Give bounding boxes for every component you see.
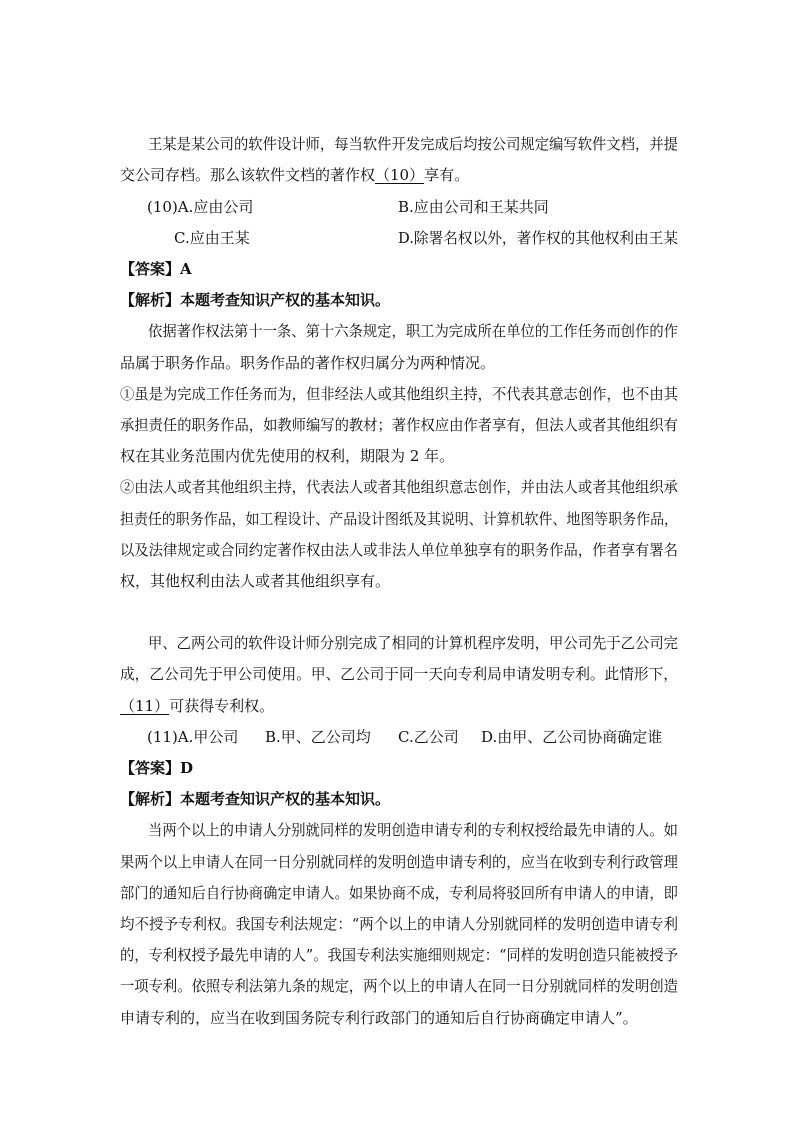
- q11-analysis-p7: 申请专利的，应当在收到国务院专利行政部门的通知后自行协商确定申请人”。: [120, 1009, 638, 1027]
- q10-stem-line-2: [120, 165, 469, 185]
- q10-analysis-label: 【解析】: [120, 291, 181, 309]
- q10-answer-label: 【答案】: [120, 260, 181, 278]
- q11-stem-post: 可获得专利权。: [169, 697, 275, 715]
- q10-analysis-p8: 以及法律规定或合同约定著作权由法人或非法人单位单独享有的职务作品，作者享有署名: [120, 541, 678, 559]
- q10-answer: [120, 259, 192, 279]
- q10-analysis-head: 本题考查知识产权的基本知识。: [180, 291, 391, 309]
- q11-option-a: (11)A.甲公司: [147, 728, 239, 746]
- q10-blank: （10）: [375, 166, 425, 184]
- q11-analysis-label: 【解析】: [120, 790, 181, 808]
- q11-blank: （11）: [120, 697, 170, 715]
- q10-stem-line-1: 王某是某公司的软件设计师，每当软件开发完成后均按公司规定编写软件文档，并提: [148, 135, 678, 153]
- q11-analysis-p6: 一项专利。依照专利法第九条的规定，两个以上的申请人在同一日分别就同样的发明创造: [120, 977, 678, 995]
- q10-stem-post: 享有。: [424, 166, 470, 184]
- q10-analysis-p5: 权在其业务范围内优先使用的权利，期限为 2 年。: [120, 447, 455, 465]
- q10-analysis-p4: 承担责任的职务作品，如教师编写的教材；著作权应由作者享有，但法人或者其他组织有: [120, 416, 678, 434]
- q10-option-a: (10)A.应由公司: [147, 198, 254, 216]
- q11-analysis-heading: [120, 789, 390, 809]
- q10-analysis-heading: [120, 290, 390, 310]
- q10-analysis-p9: 权，其他权利由法人或者其他组织享有。: [120, 572, 391, 590]
- q10-stem-pre: 交公司存档。那么该软件文档的著作权: [120, 166, 376, 184]
- q10-analysis-p1: 依据著作权法第十一条、第十六条规定，职工为完成所在单位的工作任务而创作的作: [148, 322, 678, 340]
- q10-option-b: B.应由公司和王某共同: [398, 198, 549, 216]
- q10-analysis-p7: 担责任的职务作品，如工程设计、产品设计图纸及其说明、计算机软件、地图等职务作品，: [120, 510, 679, 528]
- q11-option-d: D.由甲、乙公司协商确定谁: [481, 728, 663, 746]
- q10-option-d: D.除署名权以外，著作权的其他权利由王某: [398, 229, 678, 247]
- q10-analysis-p6: ②由法人或者其他组织主持，代表法人或者其他组织意志创作，并由法人或者其他组织承: [120, 478, 678, 496]
- q11-analysis-p4: 均不授予专利权。我国专利法规定：“两个以上的申请人分别就同样的发明创造申请专利: [120, 915, 678, 933]
- q11-stem-line-1: 甲、乙两公司的软件设计师分别完成了相同的计算机程序发明，甲公司先于乙公司完: [148, 634, 678, 652]
- q10-option-c: C.应由王某: [174, 229, 250, 247]
- q10-analysis-p2: 品属于职务作品。职务作品的著作权归属分为两种情况。: [120, 354, 496, 372]
- q11-analysis-p3: 部门的通知后自行协商确定申请人。如果协商不成，专利局将驳回所有申请人的申请，即: [120, 884, 678, 902]
- q11-option-c: C.乙公司: [398, 728, 459, 746]
- q11-stem-line-2: 成，乙公司先于甲公司使用。甲、乙公司于同一天向专利局申请发明专利。此情形下，: [120, 665, 678, 683]
- q11-stem-line-3: [120, 696, 274, 716]
- q11-analysis-head: 本题考查知识产权的基本知识。: [180, 790, 391, 808]
- q10-answer-value: A: [180, 260, 192, 278]
- q11-answer-value: D: [180, 759, 194, 777]
- q10-analysis-p3: ①虽是为完成工作任务而为，但非经法人或其他组织主持，不代表其意志创作，也不由其: [120, 385, 678, 403]
- q11-analysis-p5: 的，专利权授予最先申请的人”。我国专利法实施细则规定：“同样的发明创造只能被授予: [120, 946, 679, 964]
- q11-answer-label: 【答案】: [120, 759, 181, 777]
- q11-option-b: B.甲、乙公司均: [265, 728, 371, 746]
- q11-analysis-p1: 当两个以上的申请人分别就同样的发明创造申请专利的专利权授给最先申请的人。如: [148, 821, 678, 839]
- q11-answer: [120, 758, 193, 778]
- q11-analysis-p2: 果两个以上申请人在同一日分别就同样的发明创造申请专利的，应当在收到专利行政管理: [120, 853, 678, 871]
